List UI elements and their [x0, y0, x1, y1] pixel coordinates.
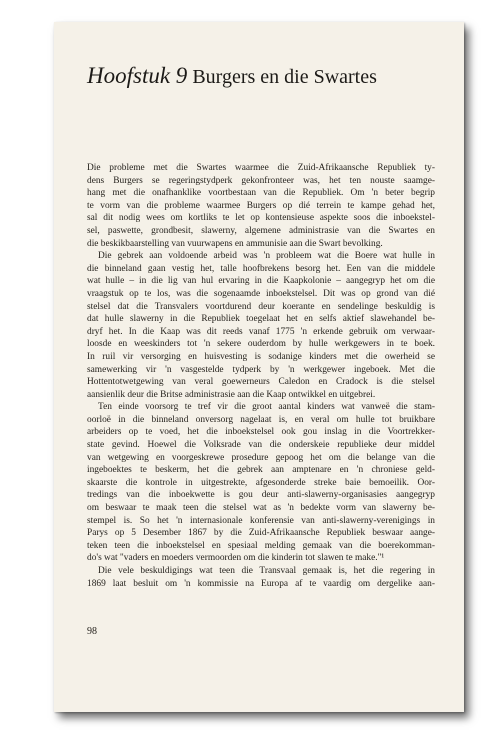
text-line: skaarste die kontrole in uitgestrekte, afgesonderde streke baie bemoeilik. Oor- — [87, 477, 435, 488]
paragraph — [87, 162, 435, 250]
text-line: Hottentotwetgewing van veral goewerneurs Caledon en Cradock is die stelsel — [87, 377, 435, 388]
text-line: samewerking vir 'n vasgestelde tydperk by 'n werkgewer ingeboek. Met die — [87, 364, 435, 375]
text-line: sel, paswette, grondbesit, slawerny, algemene administrasie van die Swartes en — [87, 225, 435, 236]
text-line: state gevind. Hoewel die Volksrade van die onderskeie republieke deur middel — [87, 440, 435, 451]
text-line: loosde en weeskinders tot 'n sekere ouderdom by hulle werkgewers in te boek. — [87, 339, 435, 350]
body-text — [87, 162, 435, 590]
text-line: oorloë in die binneland onversorg nagelaat is, en veral om hulle tot bruikbare — [87, 414, 435, 425]
text-line: Ten einde voorsorg te tref vir die groot aantal kinders wat vanweë die stam- — [98, 402, 435, 413]
text-line: dat hulle slawerny in die Republiek toegelaat het en selfs aktief slawehandel be- — [87, 314, 435, 325]
paragraph — [87, 565, 435, 590]
text-line: van wetgewing en voorgeskrewe prosedure gepoog het om die belange van die — [87, 452, 435, 463]
text-line: die beskikbaarstelling van vuurwapens en ammunisie aan die Swart bevolking. — [87, 238, 383, 249]
text-line: arbeiders op te voed, het die inboekstelsel ook gou inslag in die Voortrekker- — [87, 427, 435, 438]
text-line: die binneland gaan vestig het, talle hoofbrekens besorg het. Een van die middele — [87, 263, 435, 274]
text-line: om beswaar te maak teen die stelsel wat as 'n bedekte vorm van slawerny be- — [87, 503, 435, 514]
paragraph — [87, 401, 435, 565]
text-line: 1869 laat besluit om 'n kommissie na Europa af te vaardig om dergelike aan- — [87, 578, 435, 589]
text-line: stempel is. So het 'n internasionale konferensie van anti-slawerny-verenigings in — [87, 515, 435, 526]
text-line: stelsel dat die Transvalers voortdurend deur koerante en sendelinge beskuldig is — [87, 301, 435, 312]
text-line: sal dit nodig wees om kortliks te let op kontensieuse aspekte soos die inboekstel- — [87, 213, 435, 224]
text-line: aansienlik deur die Britse administrasie aan die Kaap ontwikkel en uitgebrei. — [87, 389, 376, 400]
text-line: Die gebrek aan voldoende arbeid was 'n probleem wat die Boere wat hulle in — [98, 251, 435, 262]
text-line: teken teen die inboekstelsel en spesiaal melding gemaak van die boerekomman- — [87, 540, 435, 551]
chapter-heading — [87, 64, 377, 87]
text-line: hang met die onafhanklike voortbestaan van die Republiek. Om 'n beter begrip — [87, 188, 435, 199]
paragraph — [87, 250, 435, 401]
text-line: te vorm van die probleme waarmee Burgers op dié terrein te kampe gehad het, — [87, 200, 435, 211]
text-line: vraagstuk op te los, was die sogenaamde inboekstelsel. Dit was op grond van dié — [87, 288, 435, 299]
text-line: Die probleme met die Swartes waarmee die Zuid-Afrikaansche Republiek ty- — [87, 163, 435, 173]
text-line: wat hulle – in die lig van hul ervaring in die Kaapkolonie – aangegryp het om die — [87, 276, 435, 287]
text-line: dens Burgers se regeringstydperk gekonfronteer was, het ten nouste saamge- — [87, 175, 435, 186]
book-page — [54, 22, 464, 712]
text-line: In ruil vir versorging en huisvesting is sodanige kinders met die owerheid se — [87, 351, 435, 362]
text-line: Parys op 5 Desember 1867 by die Zuid-Afrikaansche Republiek beswaar aange- — [87, 528, 435, 539]
text-line: Die vele beskuldigings wat teen die Transvaal gemaak is, het die regering in — [98, 566, 435, 576]
text-line: dryf het. In die Kaap was dit reeds vanaf 1775 'n erkende gebruik om verwaar- — [87, 326, 435, 337]
chapter-title: Burgers en die Swartes — [192, 66, 377, 88]
text-line: tredings van die inboekwette is gou deur anti-slawerny-organisasies aangegryp — [87, 490, 435, 501]
page-number: 98 — [87, 626, 97, 637]
chapter-label: Hoofstuk 9 — [87, 63, 188, 88]
text-line: ingeboektes te beskerm, het die gebrek aan amptenare en 'n chroniese geld- — [87, 465, 435, 476]
text-line: do's wat "vaders en moeders vermoorden om die kinderin tot slawen te make."¹ — [87, 553, 385, 564]
